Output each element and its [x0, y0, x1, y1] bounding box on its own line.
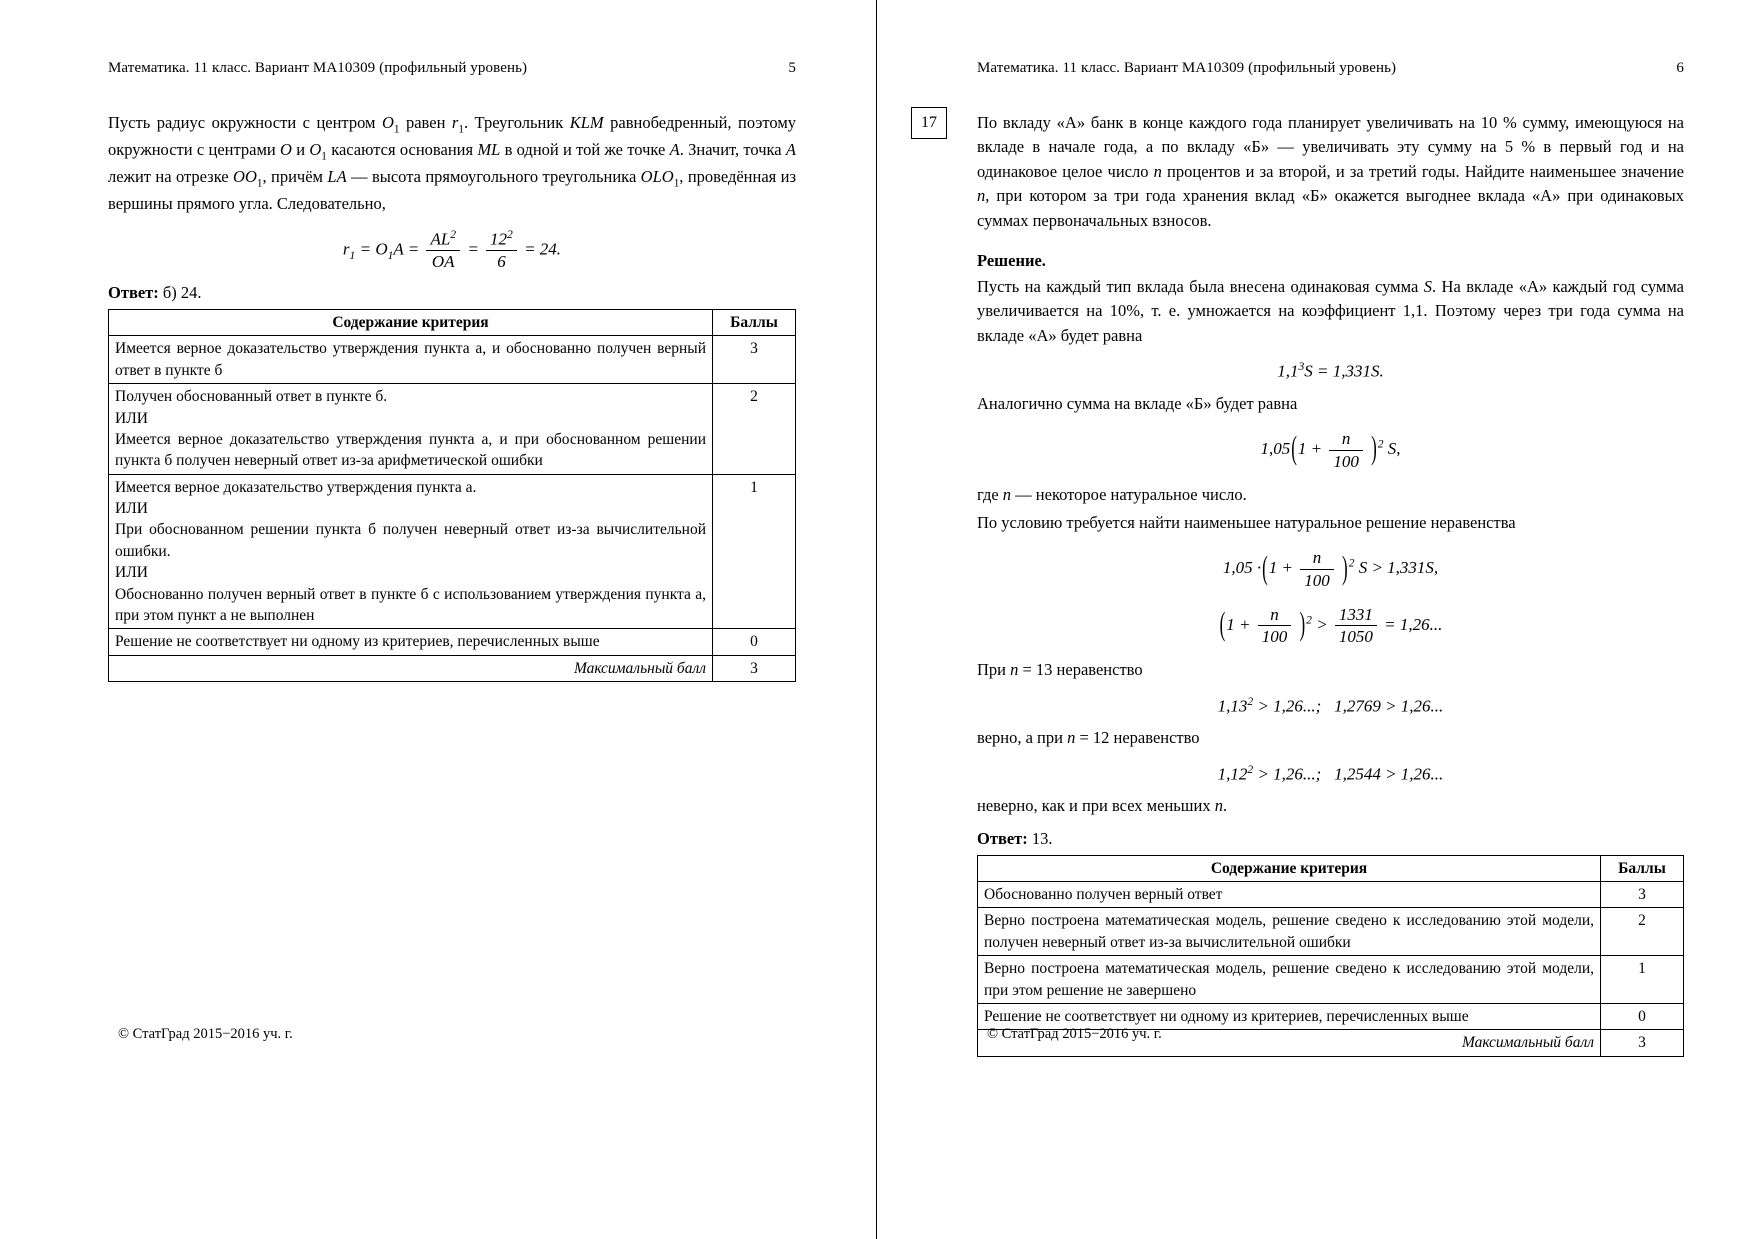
score-cell: 3: [713, 336, 796, 384]
table-row-max: [109, 655, 796, 681]
header-criterion: Содержание критерия: [978, 855, 1601, 881]
solution-label: Решение.: [977, 251, 1046, 271]
footer-right: © СтатГрад 2015−2016 уч. г.: [987, 1026, 1162, 1042]
page-number-right: 6: [1676, 60, 1684, 76]
criterion-cell: [109, 629, 713, 655]
right-answer: [977, 829, 1684, 849]
criterion-line: ИЛИ: [115, 500, 148, 518]
page-right: [877, 0, 1754, 1239]
criterion-cell: [978, 956, 1601, 1004]
score-cell: 2: [713, 384, 796, 475]
left-formula: $r_1 = O_1A$ = $\frac{AL^2}{OA}$ = $\frac{12^2}{6}$ = 24.: [342, 228, 562, 271]
left-criteria-table: [108, 309, 796, 682]
criterion-line: ИЛИ: [115, 564, 148, 582]
criterion-line: ИЛИ: [115, 409, 148, 427]
left-answer-label: Ответ:: [108, 283, 159, 303]
criterion-line: Имеется верное доказательство утверждения пункта а, и обоснованно получен верный ответ в пункте б: [115, 340, 706, 379]
header-score: Баллы: [713, 310, 796, 336]
formula-5: $1,13^2 > 1,26$...; 1,2769 > 1,26...: [1217, 694, 1444, 716]
criterion-line: Обоснованно получен верный ответ в пункте б с использованием утверждения пункта а, при этом пункт а не выполнен: [115, 585, 706, 624]
table-row: [109, 474, 796, 629]
task-block: [921, 111, 1684, 233]
max-score-label: Максимальный балл: [109, 655, 713, 681]
criterion-line: Обоснованно получен верный ответ: [984, 886, 1223, 904]
solution-paragraph-5: При n = 13 неравенство: [977, 660, 1143, 680]
score-cell: 2: [1601, 908, 1684, 956]
left-answer: [108, 283, 796, 303]
right-answer-value: 13.: [1031, 828, 1053, 848]
running-head-title: Математика. 11 класс. Вариант МА10309 (профильный уровень): [108, 60, 528, 76]
max-score-value: 3: [713, 655, 796, 681]
criterion-line: Решение не соответствует ни одному из критериев, перечисленных выше: [984, 1007, 1469, 1025]
criterion-line: Получен обоснованный ответ в пункте б.: [115, 388, 388, 406]
table-row: [109, 629, 796, 655]
criterion-cell: [978, 908, 1601, 956]
table-row: [978, 956, 1684, 1004]
formula-6: $1,12^2 > 1,26$...; 1,2544 > 1,26...: [1217, 762, 1444, 784]
left-answer-value: б) 24.: [162, 283, 202, 303]
criterion-line: Верно построена математическая модель, решение сведено к исследованию этой модели, получен неверный ответ из-за вычислительной ошибки: [984, 912, 1594, 951]
running-head-title: Математика. 11 класс. Вариант МА10309 (профильный уровень): [977, 60, 1397, 76]
formula-3: 1,05 ·(1 + $\frac{n}{100}$ )$^2$ S > 1,331S,: [1222, 548, 1439, 590]
solution-paragraph-3: где n — некоторое натуральное число.: [977, 484, 1247, 504]
formula-2: 1,05(1 + $\frac{n}{100}$ )$^2$ S,: [1260, 429, 1401, 471]
solution-paragraph-7: неверно, как и при всех меньших n.: [977, 796, 1228, 816]
score-cell: 0: [713, 629, 796, 655]
table-row: [978, 908, 1684, 956]
table-row: [978, 882, 1684, 908]
table-row: [109, 336, 796, 384]
criterion-line: Имеется верное доказательство утверждения пункта а, и при обоснованном решении пункта б получен неверный ответ из-за арифметической ошибки: [115, 430, 706, 470]
solution-paragraph-4: По условию требуется найти наименьшее натуральное решение неравенства: [977, 513, 1516, 533]
running-head-left: [108, 60, 796, 77]
table-header-row: [109, 310, 796, 336]
task-text: По вкладу «А» банк в конце каждого года планирует увеличивать на 10 % сумму, имеющуюся на вкладе в начале года, а по вкладу «Б» — увеличивать эту сумму на 5 % в первый год и на одинаковое целое число n процентов и за второй, и за третий годы. Найдите наименьшее значение n, при котором за три года хранения вклад «Б» окажется выгоднее вклада «А» при одинаковых суммах первоначальных взносов.: [977, 113, 1684, 230]
table-row: [109, 384, 796, 475]
criterion-cell: [109, 474, 713, 629]
max-score-label: Максимальный балл: [978, 1030, 1601, 1056]
solution-paragraph-6: верно, а при n = 12 неравенство: [977, 728, 1200, 748]
criterion-line: Верно построена математическая модель, решение сведено к исследованию этой модели, при этом решение не завершено: [984, 960, 1594, 999]
left-solution-paragraph: Пусть радиус окружности с центром $O_1$ равен $r_1$. Треугольник KLM равнобедренный, поэтому окружности с центрами O и $O_1$ касаются основания ML в одной и той же точке A. Значит, точка A лежит на отрезке $OO_1$, причём LA — высота прямоугольного треугольника $OLO_1$, проведённая из вершины прямого угла. Следовательно,: [108, 113, 797, 213]
score-cell: 1: [1601, 956, 1684, 1004]
running-head-right: [977, 60, 1684, 77]
criterion-line: Решение не соответствует ни одному из критериев, перечисленных выше: [115, 633, 600, 651]
criterion-cell: [978, 882, 1601, 908]
footer-left: © СтатГрад 2015−2016 уч. г.: [118, 1026, 293, 1042]
max-score-value: 3: [1601, 1030, 1684, 1056]
formula-1: $1,1^3S = 1,331S$.: [1277, 360, 1384, 381]
right-answer-label: Ответ:: [977, 828, 1028, 848]
page-number-left: 5: [788, 60, 796, 76]
table-header-row: [978, 855, 1684, 881]
task-number-box: 17: [911, 107, 947, 139]
solution-paragraph-1: Пусть на каждый тип вклада была внесена одинаковая сумма S. На вкладе «А» каждый год сумма увеличивается на 10%, т. е. умножается на коэффициент 1,1. Поэтому через три года сумма на вкладе «А» будет равна: [977, 277, 1684, 345]
header-score: Баллы: [1601, 855, 1684, 881]
criterion-cell: [109, 336, 713, 384]
score-cell: 0: [1601, 1003, 1684, 1029]
criterion-line: При обоснованном решении пункта б получен неверный ответ из-за вычислительной ошибки.: [115, 521, 706, 560]
score-cell: 3: [1601, 882, 1684, 908]
formula-4: (1 + $\frac{n}{100}$ )$^2$ > $\frac{1331}{1050}$ = 1,26...: [1219, 604, 1443, 647]
criterion-cell: [109, 384, 713, 475]
header-criterion: Содержание критерия: [109, 310, 713, 336]
solution-paragraph-2: Аналогично сумма на вкладе «Б» будет равна: [977, 393, 1298, 413]
score-cell: 1: [713, 474, 796, 629]
criterion-line: Имеется верное доказательство утверждения пункта а.: [115, 478, 477, 496]
